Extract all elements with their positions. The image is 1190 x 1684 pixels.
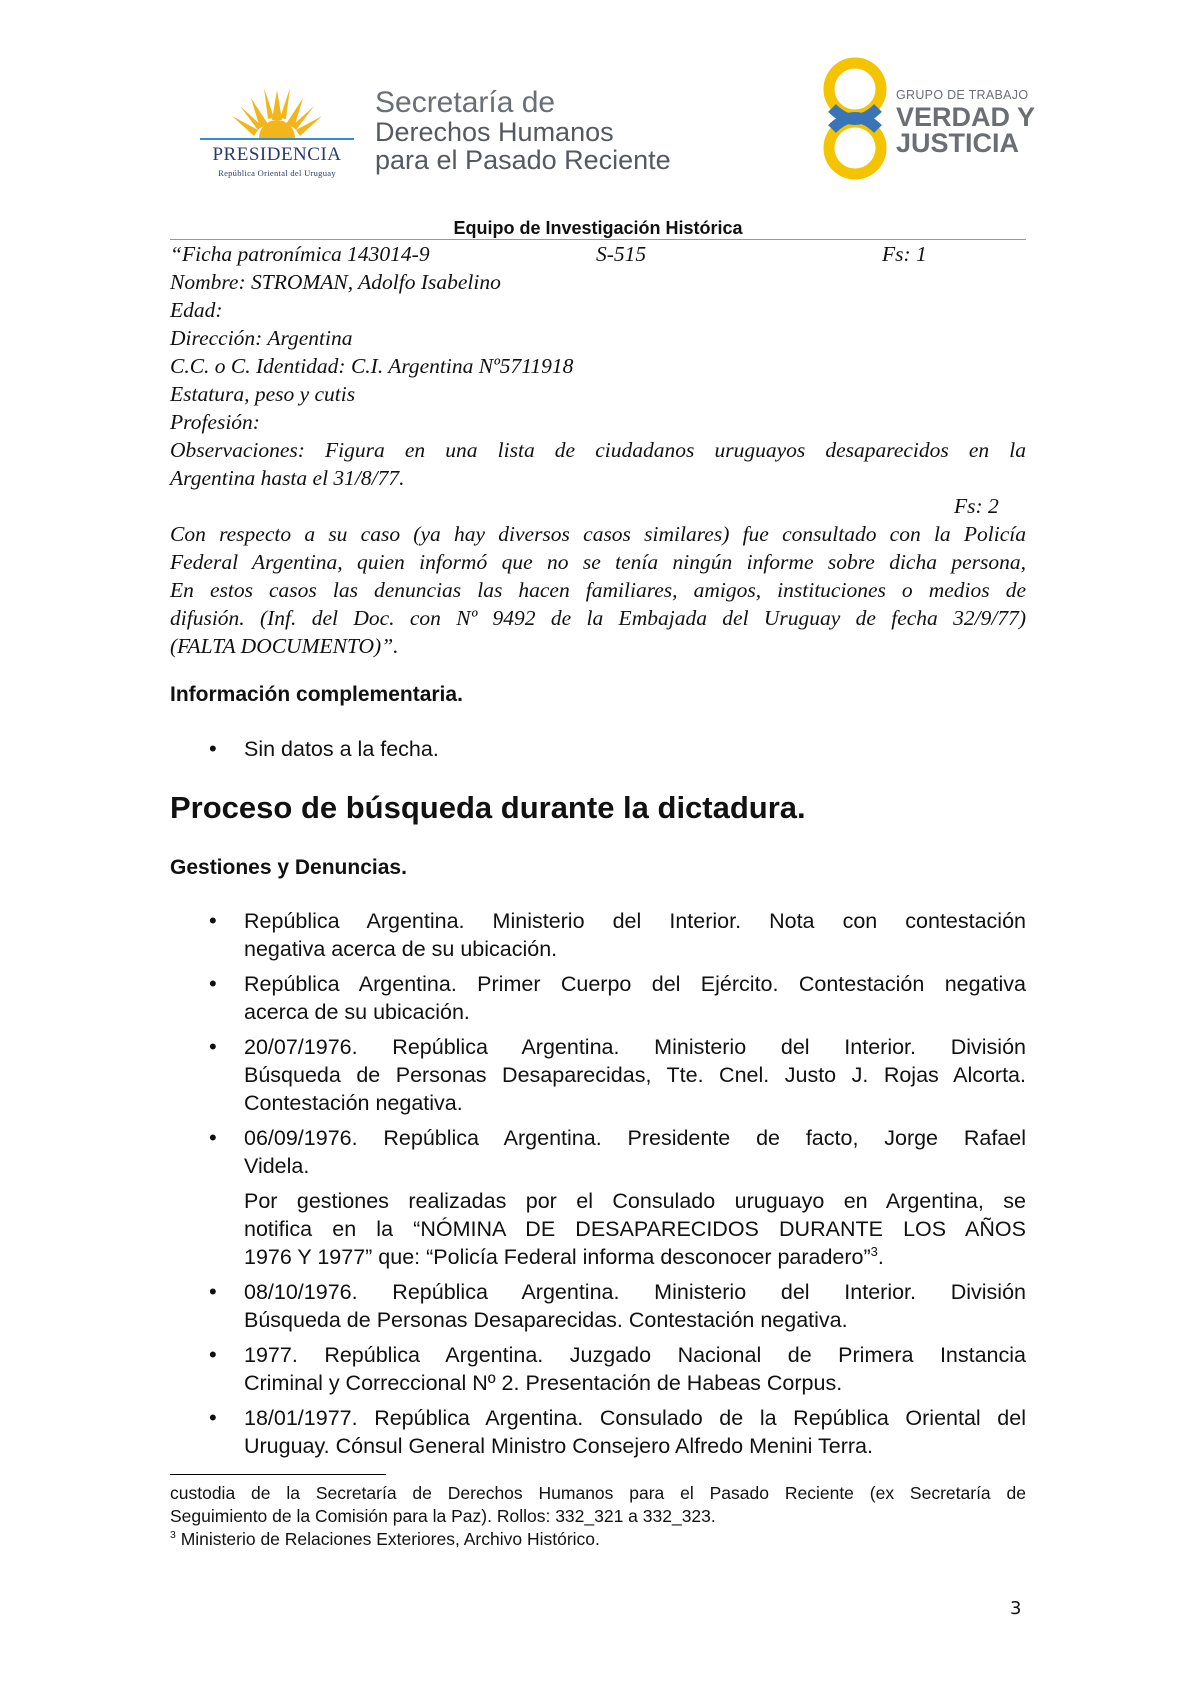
bullet-icon: • <box>209 1405 217 1430</box>
team-header: Equipo de Investigación Histórica <box>453 218 743 238</box>
proceso-heading: Proceso de búsqueda durante la dictadura. <box>170 790 806 825</box>
bullet-icon: • <box>209 1279 217 1304</box>
record-observaciones-line-2: Argentina hasta el 31/8/77. <box>170 466 405 490</box>
list-item: República Argentina. Primer Cuerpo del Ejército. Contestación negativa acerca de su ubicación. <box>244 972 1026 1024</box>
footnote-continuation-line-1: custodia de la Secretaría de Derechos Humanos para el Pasado Reciente (ex Secretaría de <box>170 1483 1026 1503</box>
record-fs2: Fs: 2 <box>954 494 999 518</box>
list-item: 1977. República Argentina. Juzgado Nacional de Primera Instancia Criminal y Correccional Nº 2. Presentación de Habeas Corpus. <box>244 1343 1026 1395</box>
record-ficha: “Ficha patronímica 143014-9 <box>170 242 430 266</box>
record-cc: C.C. o C. Identidad: C.I. Argentina Nº5711918 <box>170 354 574 378</box>
gt-label-line-1: VERDAD Y <box>896 102 1036 132</box>
list-item: 08/10/1976. República Argentina. Ministerio del Interior. División Búsqueda de Personas Desaparecidas. Contestación negativa. <box>244 1280 1026 1332</box>
bullet-icon: • <box>209 1125 217 1150</box>
footnote-divider <box>170 1474 386 1475</box>
record-profesion: Profesión: <box>170 410 260 434</box>
record-paragraph-line-4: difusión. (Inf. del Doc. con Nº 9492 de la Embajada del Uruguay de fecha 32/9/77) <box>170 606 1026 630</box>
presidencia-rule <box>200 138 354 140</box>
sun-icon <box>196 82 358 140</box>
secretaria-logo-text <box>375 88 671 174</box>
gestiones-subheading: Gestiones y Denuncias. <box>170 856 407 879</box>
record-paragraph-line-1: Con respecto a su caso (ya hay diversos casos similares) fue consultado con la Policía <box>170 522 1026 546</box>
footnote-ref: 3 <box>870 1243 878 1259</box>
list-item: 20/07/1976. República Argentina. Ministerio del Interior. División Búsqueda de Personas Desaparecidas, Tte. Cnel. Justo J. Rojas Alcorta. Contestación negativa. <box>244 1035 1026 1115</box>
infinity-rings-icon <box>818 56 892 181</box>
record-paragraph-line-5: (FALTA DOCUMENTO)”. <box>170 634 399 658</box>
presidencia-label: PRESIDENCIA <box>212 144 342 165</box>
footnote-continuation-line-2: Seguimiento de la Comisión para la Paz). Rollos: 332_321 a 332_323. <box>170 1506 716 1526</box>
bullet-icon: • <box>209 971 217 996</box>
secretaria-line-3: para el Pasado Reciente <box>375 145 671 175</box>
list-item: 18/01/1977. República Argentina. Consulado de la República Oriental del Uruguay. Cónsul General Ministro Consejero Alfredo Menini Terra. <box>244 1406 1026 1458</box>
presidencia-sublabel: República Oriental del Uruguay <box>218 168 336 178</box>
record-fs1: Fs: 1 <box>882 242 927 266</box>
record-estatura: Estatura, peso y cutis <box>170 382 356 406</box>
record-nombre: Nombre: STROMAN, Adolfo Isabelino <box>170 270 501 294</box>
grupo-trabajo-logo <box>818 56 1036 181</box>
record-observaciones-line-1: Observaciones: Figura en una lista de ciudadanos uruguayos desaparecidos en la <box>170 438 1026 462</box>
bullet-icon: • <box>209 1342 217 1367</box>
bullet-icon: • <box>209 736 217 761</box>
page-number: 3 <box>1010 1598 1022 1619</box>
record-direccion: Dirección: Argentina <box>170 326 353 350</box>
footnote-3: $^3$ Ministerio de Relaciones Exteriores, Archivo Histórico. <box>170 1529 600 1549</box>
gt-small-label: GRUPO DE TRABAJO <box>896 88 1029 102</box>
list-item: República Argentina. Ministerio del Interior. Nota con contestación negativa acerca de su ubicación. <box>244 909 1026 961</box>
secretaria-line-1: Secretaría de <box>375 86 556 119</box>
record-s-code: S-515 <box>596 242 647 266</box>
secretaria-line-2: Derechos Humanos <box>375 117 614 147</box>
info-heading: Información complementaria. <box>170 683 463 706</box>
bullet-icon: • <box>209 908 217 933</box>
presidencia-logo <box>196 82 358 182</box>
record-paragraph-line-2: Federal Argentina, quien informó que no se tenía ningún informe sobre dicha persona, <box>170 550 1026 574</box>
info-bullet-text: Sin datos a la fecha. <box>244 737 439 761</box>
bullet-icon: • <box>209 1034 217 1059</box>
record-edad: Edad: <box>170 298 223 322</box>
consulado-paragraph: Por gestiones realizadas por el Consulado uruguayo en Argentina, se notifica en la “NÓMINA DE DESAPARECIDOS DURANTE LOS AÑOS 1976 Y 1977” que: “Policía Federal informa desconocer paradero”$^3$. <box>244 1189 1026 1269</box>
gt-label-line-2: JUSTICIA <box>896 128 1020 158</box>
list-item: 06/09/1976. República Argentina. Presidente de facto, Jorge Rafael Videla. <box>244 1126 1026 1178</box>
record-paragraph-line-3: En estos casos las denuncias las hacen familiares, amigos, instituciones o medios de <box>170 578 1026 602</box>
